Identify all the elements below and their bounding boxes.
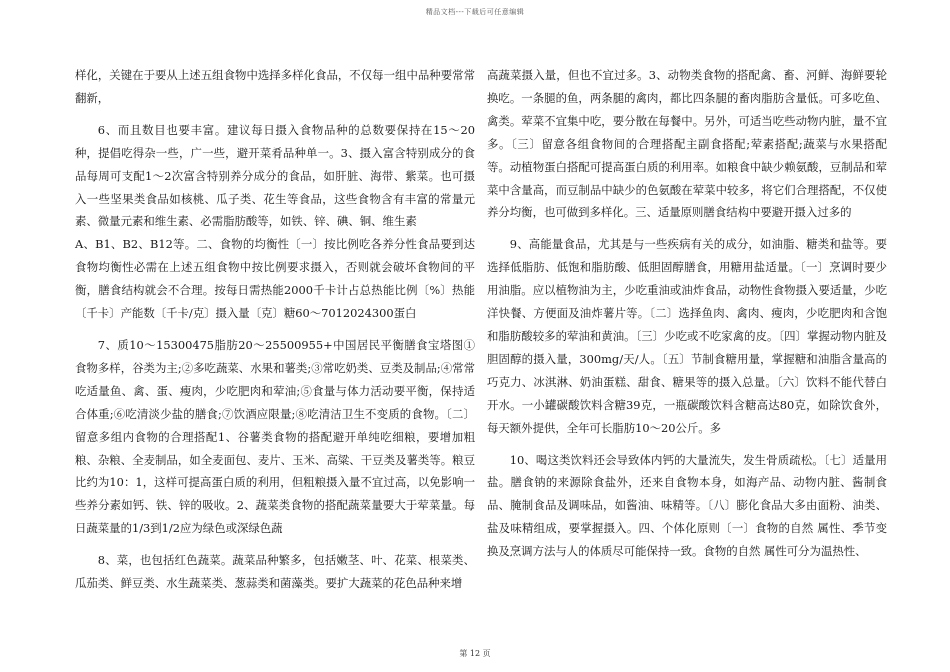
page-number: 第 12 页 <box>459 649 491 658</box>
paragraph: 6、而且数目也要丰富。建议每日摄入食物品种的总数要保持在15～20种，提倡吃得杂一些，广一些，避开菜肴品种单一。3、摄入富含特别成分的食品每周可支配1～2次富含特别养分成分的食品，如肝脏、海带、紫菜。也可摄入一些坚果类食品如核桃、瓜子类、花生等食品，这些食物含有丰富的常量元素、微量元素和维生素、必需脂肪酸等，如铁、锌、碘、铜、维生素 <box>75 122 475 229</box>
right-column <box>487 64 887 563</box>
paragraph: 样化，关键在于要从上述五组食物中选择多样化食品，不仅每一组中品种要常常翻新， <box>75 68 475 105</box>
paragraph: 8、菜，也包括红色蔬菜。蔬菜品种繁多，包括嫩茎、叶、花菜、根菜类、瓜茄类、鲜豆类、水生蔬菜类、葱蒜类和菌藻类。要扩大蔬菜的花色品种来增 <box>75 553 475 591</box>
paragraph: 10、喝这类饮料还会导致体内钙的大量流失，发生骨质疏松。〔七〕适量用盐。膳食钠的来源除食盐外，还来自食物本身，如海产品、动物内脏、酱制食品、腌制食品及调味品，如酱油、味精等。〔八〕膨化食品大多由面粉、油类、盐及味精组成，要掌握摄入。四、个体化原则〔一〕食物的自然 属性、季节变换及烹调方法与人的体质尽可能保持一致。食物的自然 属性可分为温热性、 <box>487 452 887 559</box>
paragraph: 7、质10～15300475脂肪20～25500955+中国居民平衡膳食宝塔图①食物多样，谷类为主;②多吃蔬菜、水果和薯类;③常吃奶类、豆类及制品;④常常吃适量鱼、禽、蛋、瘦肉，少吃肥肉和荤油;⑤食量与体力活动要平衡，保持适合体重;⑥吃清淡少盐的膳食;⑦饮酒应限量;⑧吃清洁卫生不变质的食物。〔二〕留意多组内食物的合理搭配1、谷薯类食物的搭配避开单纯吃细粮，要增加粗粮、杂粮、全麦制品，如全麦面包、麦片、玉米、高粱、干豆类及薯类等。粮豆比约为10：1，这样可提高蛋白质的利用，但粗粮摄入量不宜过高，以免影响一些养分素如钙、铁、锌的吸收。2、蔬菜类食物的搭配蔬菜量要大于荤菜量。每日蔬菜量的1/3到1/2应为绿色或深绿色蔬 <box>75 337 475 536</box>
paragraph: 9、高能量食品，尤其是与一些疾病有关的成分，如油脂、糖类和盐等。要选择低脂肪、低饱和脂肪酸、低胆固醇膳食，用糖用盐适量。〔一〕烹调时要少用油脂。应以植物油为主，少吃重油或油炸食品，动物性食物摄入要适量，少吃洋快餐、方便面及油炸薯片等。〔二〕选择鱼肉、禽肉、瘦肉，少吃肥肉和含饱和脂肪酸较多的荤油和黄油。〔三〕少吃或不吃家禽的皮。〔四〕掌握动物内脏及胆固醇的摄入量，300mg/天/人。〔五〕节制食糖用量，掌握糖和油脂含量高的巧克力、冰淇淋、奶油蛋糕、甜食、糖果等的摄入总量。〔六〕饮料不能代替白开水。一小罐碳酸饮料含糖39克，一瓶碳酸饮料含糖高达80克，如除饮食外，每天额外提供，全年可长脂肪10～20公斤。多 <box>487 237 887 435</box>
page-header: 精品文档---下载后可任意编辑 <box>425 8 525 16</box>
left-column <box>75 64 475 595</box>
paragraph: 高蔬菜摄入量，但也不宜过多。3、动物类食物的搭配禽、畜、河鲜、海鲜要轮换吃。一条腿的鱼，两条腿的禽肉，都比四条腿的畜肉脂肪含量低。可多吃鱼、禽类。荤菜不宜集中吃，要分散在每餐中。另外，可适当吃些动物内脏，量不宜多。〔三〕留意各组食物间的合理搭配主副食搭配;荤素搭配;蔬菜与水果搭配等。动植物蛋白搭配可提高蛋白质的利用率。如粮食中缺少赖氨酸，豆制品和荤菜中含量高，而豆制品中缺少的色氨酸在荤菜中较多，将它们合理搭配，不仅使养分均衡，也可做到多样化。三、适量原则膳食结构中要避开摄入过多的 <box>487 68 887 220</box>
paragraph: A、B1、B2、B12等。二、食物的均衡性〔一〕按比例吃各养分性食品要到达食物均衡性必需在上述五组食物中按比例要求摄入，否则就会破坏食物间的平衡，膳食结构就会不合理。按每日需热能2000千卡计占总热能比例〔%〕热能〔千卡〕产能数〔千卡/克〕摄入量〔克〕糖60～7012024300蛋白 <box>75 237 475 321</box>
